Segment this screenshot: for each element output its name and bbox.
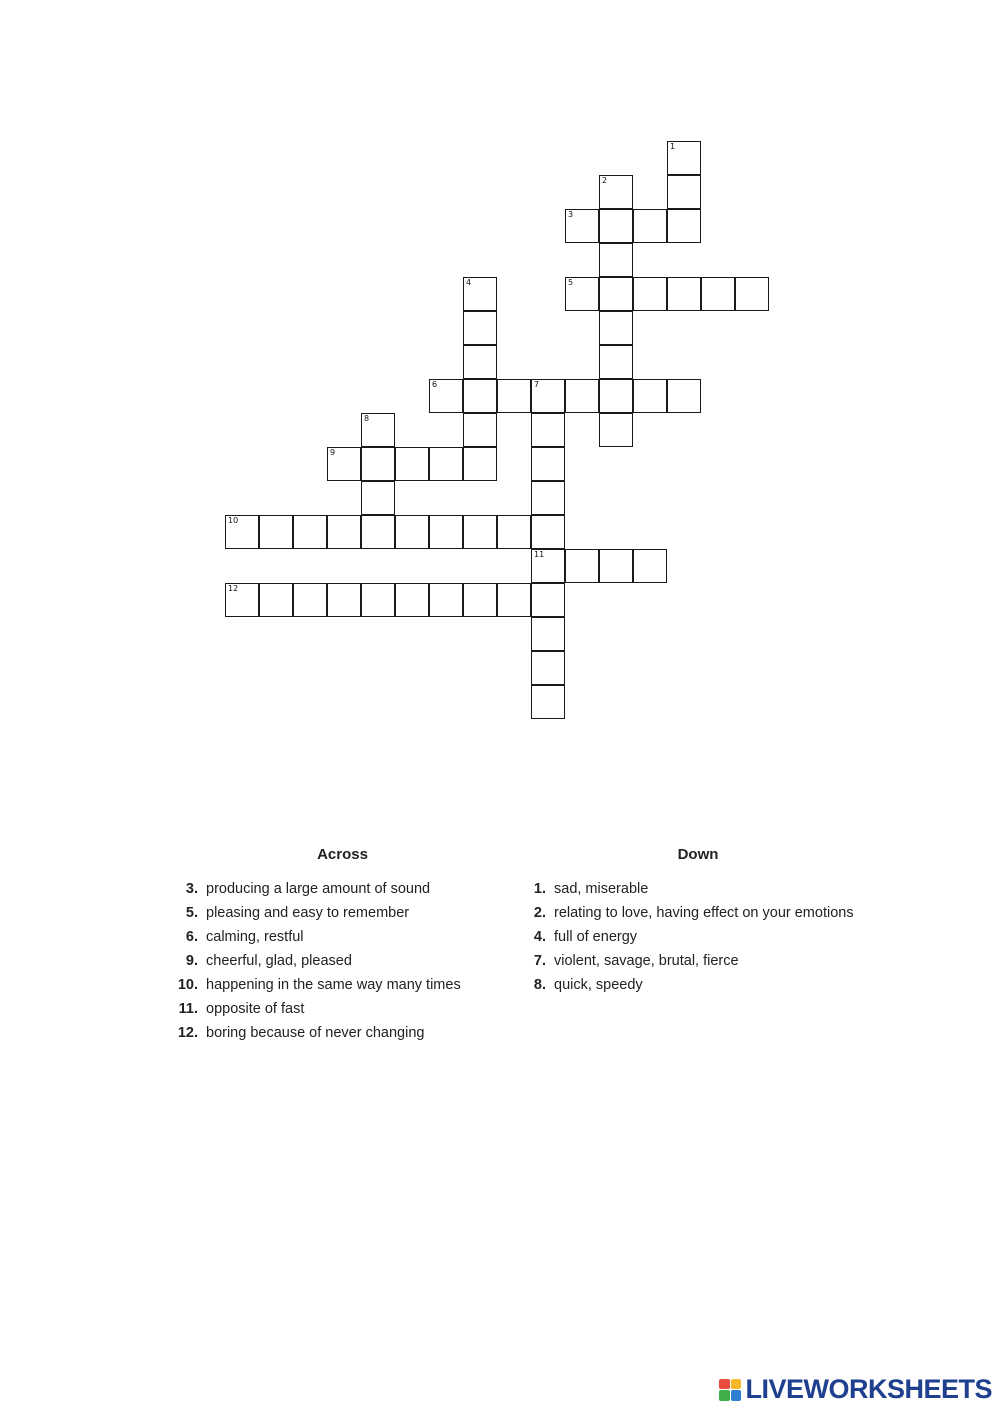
grid-cell[interactable] [293, 583, 327, 617]
letter-input[interactable] [498, 516, 530, 548]
across-clue [170, 949, 530, 973]
letter-input[interactable] [396, 584, 428, 616]
letter-input[interactable] [736, 278, 768, 310]
letter-input[interactable] [634, 210, 666, 242]
grid-cell[interactable] [667, 141, 701, 175]
letter-input[interactable] [532, 482, 564, 514]
letter-input[interactable] [668, 176, 700, 208]
clue-text: quick, speedy [554, 977, 643, 993]
grid-cell[interactable] [667, 209, 701, 243]
letter-input[interactable] [464, 346, 496, 378]
grid-cell[interactable] [599, 277, 633, 311]
grid-cell[interactable] [463, 311, 497, 345]
clue-num: 8. [533, 977, 546, 993]
grid-cell[interactable] [463, 515, 497, 549]
letter-input[interactable] [634, 278, 666, 310]
letter-input[interactable] [566, 210, 598, 242]
letter-input[interactable] [226, 584, 258, 616]
logo-mark-icon [719, 1379, 741, 1401]
clue-text: relating to love, having effect on your emotions [554, 905, 854, 921]
letter-input[interactable] [566, 380, 598, 412]
letter-input[interactable] [532, 516, 564, 548]
letter-input[interactable] [566, 550, 598, 582]
letter-input[interactable] [532, 652, 564, 684]
grid-cell[interactable] [531, 447, 565, 481]
grid-cell[interactable] [565, 277, 599, 311]
grid-cell[interactable] [429, 447, 463, 481]
letter-input[interactable] [328, 584, 360, 616]
letter-input[interactable] [260, 516, 292, 548]
grid-cell[interactable] [361, 447, 395, 481]
grid-cell[interactable] [497, 515, 531, 549]
letter-input[interactable] [294, 516, 326, 548]
letter-input[interactable] [532, 686, 564, 718]
grid-cell[interactable] [225, 583, 259, 617]
across-clue [170, 901, 530, 925]
clue-number: 11 [534, 550, 545, 559]
letter-input[interactable] [464, 380, 496, 412]
grid-cell[interactable] [565, 209, 599, 243]
grid-cell[interactable] [599, 209, 633, 243]
letter-input[interactable] [464, 516, 496, 548]
letter-input[interactable] [600, 312, 632, 344]
grid-cell[interactable] [531, 413, 565, 447]
letter-input[interactable] [600, 346, 632, 378]
clue-text: happening in the same way many times [206, 977, 461, 993]
grid-cell[interactable] [599, 243, 633, 277]
grid-cell[interactable] [633, 379, 667, 413]
grid-cell[interactable] [463, 413, 497, 447]
grid-cell[interactable] [463, 379, 497, 413]
clue-text: violent, savage, brutal, fierce [554, 953, 739, 969]
grid-cell[interactable] [259, 583, 293, 617]
letter-input[interactable] [430, 516, 462, 548]
grid-cell[interactable] [531, 651, 565, 685]
across-clue [170, 973, 530, 997]
grid-cell[interactable] [735, 277, 769, 311]
grid-cell[interactable] [429, 379, 463, 413]
clue-num: 11. [178, 1001, 198, 1017]
letter-input[interactable] [668, 380, 700, 412]
grid-cell[interactable] [667, 379, 701, 413]
letter-input[interactable] [430, 584, 462, 616]
across-clue [170, 877, 530, 901]
letter-input[interactable] [464, 278, 496, 310]
down-clues [518, 846, 878, 997]
grid-cell[interactable] [565, 379, 599, 413]
across-clue [170, 1021, 530, 1045]
letter-input[interactable] [600, 414, 632, 446]
grid-cell[interactable] [565, 549, 599, 583]
clue-num: 7. [533, 953, 546, 969]
letter-input[interactable] [396, 516, 428, 548]
clue-number: 5 [568, 278, 574, 287]
grid-cell[interactable] [497, 379, 531, 413]
grid-cell[interactable] [531, 379, 565, 413]
letter-input[interactable] [498, 380, 530, 412]
letter-input[interactable] [396, 448, 428, 480]
grid-cell[interactable] [531, 549, 565, 583]
clue-number: 12 [228, 584, 239, 593]
letter-input[interactable] [328, 516, 360, 548]
letter-input[interactable] [362, 448, 394, 480]
letter-input[interactable] [668, 142, 700, 174]
clue-num: 2. [533, 905, 546, 921]
across-clues [170, 846, 530, 1045]
liveworksheets-logo [719, 1374, 992, 1405]
grid-cell[interactable] [531, 617, 565, 651]
clue-number: 7 [534, 380, 540, 389]
letter-input[interactable] [600, 278, 632, 310]
grid-cell[interactable] [327, 583, 361, 617]
grid-cell[interactable] [225, 515, 259, 549]
grid-cell[interactable] [327, 515, 361, 549]
clue-num: 6. [185, 929, 198, 945]
clue-num: 1. [533, 881, 546, 897]
letter-input[interactable] [600, 210, 632, 242]
clue-num: 9. [185, 953, 198, 969]
clue-text: sad, miserable [554, 881, 649, 897]
clue-text: calming, restful [206, 929, 304, 945]
letter-input[interactable] [532, 584, 564, 616]
letter-input[interactable] [532, 618, 564, 650]
letter-input[interactable] [226, 516, 258, 548]
letter-input[interactable] [464, 414, 496, 446]
clue-text: opposite of fast [206, 1001, 305, 1017]
clue-text: pleasing and easy to remember [206, 905, 410, 921]
down-clue [518, 925, 878, 949]
letter-input[interactable] [362, 516, 394, 548]
grid-cell[interactable] [599, 175, 633, 209]
across-heading: Across [317, 846, 368, 863]
clue-number: 9 [330, 448, 336, 457]
clue-number: 1 [670, 142, 676, 151]
grid-cell[interactable] [361, 515, 395, 549]
letter-input[interactable] [668, 210, 700, 242]
grid-cell[interactable] [599, 413, 633, 447]
clue-text: full of energy [554, 929, 638, 945]
grid-cell[interactable] [395, 583, 429, 617]
letter-input[interactable] [498, 584, 530, 616]
grid-cell[interactable] [599, 379, 633, 413]
letter-input[interactable] [634, 380, 666, 412]
grid-cell[interactable] [531, 685, 565, 719]
grid-cell[interactable] [633, 277, 667, 311]
grid-cell[interactable] [599, 549, 633, 583]
across-clue [170, 925, 530, 949]
grid-cell[interactable] [361, 413, 395, 447]
letter-input[interactable] [464, 312, 496, 344]
down-heading: Down [677, 846, 719, 863]
letter-input[interactable] [600, 550, 632, 582]
letter-input[interactable] [634, 550, 666, 582]
clue-number: 4 [466, 278, 472, 287]
grid-cell[interactable] [361, 583, 395, 617]
clue-num: 3. [185, 881, 198, 897]
grid-cell[interactable] [327, 447, 361, 481]
grid-cell[interactable] [463, 583, 497, 617]
clue-num: 10. [177, 977, 198, 993]
letter-input[interactable] [600, 244, 632, 276]
clue-number: 8 [364, 414, 370, 423]
clue-number: 10 [228, 516, 239, 525]
letter-input[interactable] [464, 448, 496, 480]
letter-input[interactable] [668, 278, 700, 310]
clue-num: 12. [177, 1025, 198, 1041]
down-clue [518, 949, 878, 973]
grid-cell[interactable] [395, 515, 429, 549]
grid-cell[interactable] [463, 447, 497, 481]
letter-input[interactable] [702, 278, 734, 310]
grid-cell[interactable] [497, 583, 531, 617]
grid-cell[interactable] [701, 277, 735, 311]
clue-text: producing a large amount of sound [206, 881, 431, 897]
letter-input[interactable] [600, 176, 632, 208]
grid-cell[interactable] [463, 345, 497, 379]
grid-cell[interactable] [361, 481, 395, 515]
down-clue-list [518, 877, 878, 997]
clue-number: 2 [602, 176, 608, 185]
grid-cell[interactable] [531, 515, 565, 549]
grid-cell[interactable] [531, 481, 565, 515]
grid-cell[interactable] [429, 583, 463, 617]
letter-input[interactable] [566, 278, 598, 310]
grid-cell[interactable] [599, 311, 633, 345]
clue-num: 4. [533, 929, 546, 945]
grid-cell[interactable] [429, 515, 463, 549]
grid-cell[interactable] [667, 277, 701, 311]
across-clue-list [170, 877, 530, 1045]
down-clue [518, 877, 878, 901]
grid-cell[interactable] [293, 515, 327, 549]
letter-input[interactable] [532, 380, 564, 412]
letter-input[interactable] [532, 414, 564, 446]
grid-cell[interactable] [463, 277, 497, 311]
grid-cell[interactable] [259, 515, 293, 549]
letter-input[interactable] [532, 550, 564, 582]
grid-cell[interactable] [633, 549, 667, 583]
logo-text: LIVEWORKSHEETS [745, 1374, 992, 1404]
clue-text: cheerful, glad, pleased [206, 953, 352, 969]
letter-input[interactable] [362, 482, 394, 514]
letter-input[interactable] [260, 584, 292, 616]
clue-number: 6 [432, 380, 438, 389]
grid-cell[interactable] [531, 583, 565, 617]
letter-input[interactable] [532, 448, 564, 480]
letter-input[interactable] [430, 380, 462, 412]
letter-input[interactable] [362, 414, 394, 446]
grid-cell[interactable] [395, 447, 429, 481]
letter-input[interactable] [600, 380, 632, 412]
letter-input[interactable] [294, 584, 326, 616]
letter-input[interactable] [328, 448, 360, 480]
grid-cell[interactable] [633, 209, 667, 243]
across-clue [170, 997, 530, 1021]
grid-cell[interactable] [599, 345, 633, 379]
clue-number: 3 [568, 210, 574, 219]
letter-input[interactable] [430, 448, 462, 480]
letter-input[interactable] [464, 584, 496, 616]
down-clue [518, 973, 878, 997]
clue-num: 5. [185, 905, 198, 921]
down-clue [518, 901, 878, 925]
clue-text: boring because of never changing [206, 1025, 425, 1041]
letter-input[interactable] [362, 584, 394, 616]
grid-cell[interactable] [667, 175, 701, 209]
